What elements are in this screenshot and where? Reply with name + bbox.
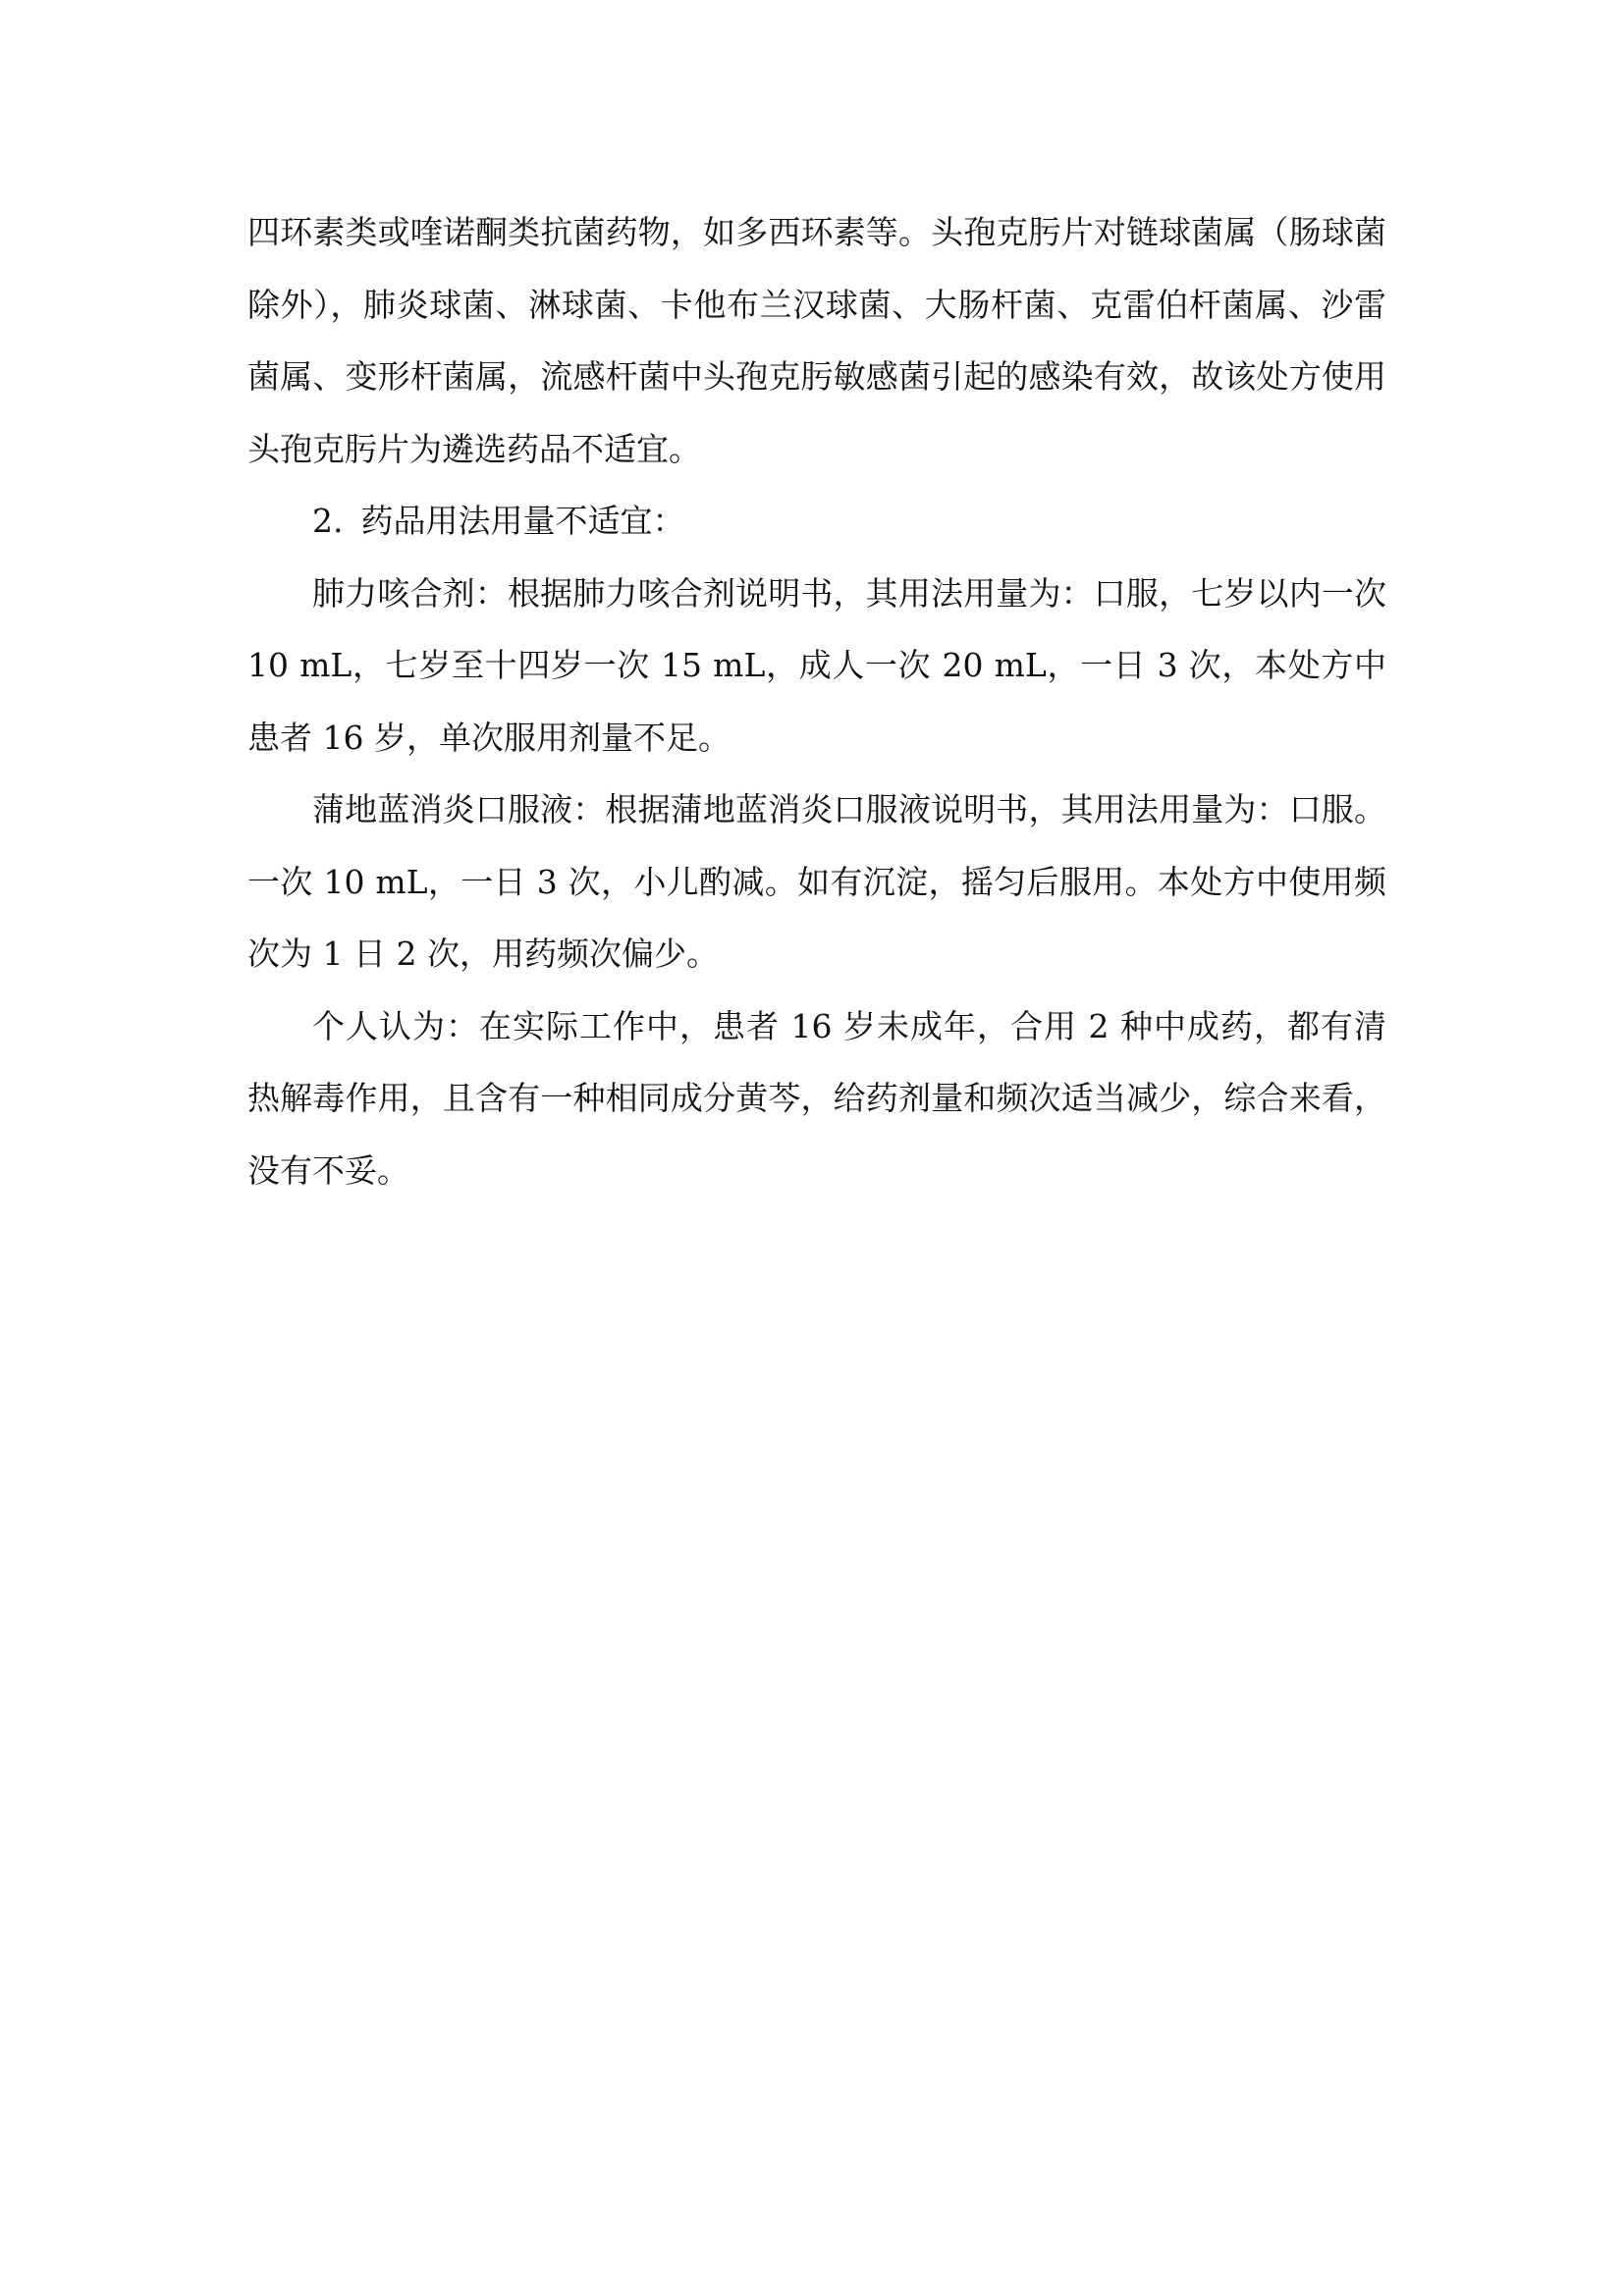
paragraph-antibiotic-selection: 四环素类或喹诺酮类抗菌药物，如多西环素等。头孢克肟片对链球菌属（肠球菌除外），肺炎球菌、淋球菌、卡他布兰汉球菌、大肠杆菌、克雷伯杆菌属、沙雷菌属、变形杆菌属，流感杆菌中头孢克肟敏感菌引起的感染有效，故该处方使用头孢克肟片为遴选药品不适宜。 — [247, 213, 1386, 468]
paragraph-personal-opinion: 个人认为：在实际工作中，患者 16 岁未成年，合用 2 种中成药，都有清热解毒作用，且含有一种相同成分黄芩，给药剂量和频次适当减少，综合来看，没有不妥。 — [247, 1006, 1386, 1190]
paragraph-pudilan-oral-liquid: 蒲地蓝消炎口服液：根据蒲地蓝消炎口服液说明书，其用法用量为：口服。一次 10 mL，一日 3 次，小儿酌减。如有沉淀，摇匀后服用。本处方中使用频次为 1 日 2 次，用药频次偏少。 — [247, 790, 1386, 973]
section-heading-text: 药品用法用量不适宜： — [360, 502, 685, 540]
document-body — [247, 196, 1386, 1206]
section-heading-dosage — [247, 485, 1386, 558]
section-number: 2. — [312, 502, 344, 540]
paragraph-feilike-mixture: 肺力咳合剂：根据肺力咳合剂说明书，其用法用量为：口服，七岁以内一次 10 mL，七岁至十四岁一次 15 mL，成人一次 20 mL，一日 3 次，本处方中患者 16 岁，单次服用剂量不足。 — [247, 573, 1386, 757]
